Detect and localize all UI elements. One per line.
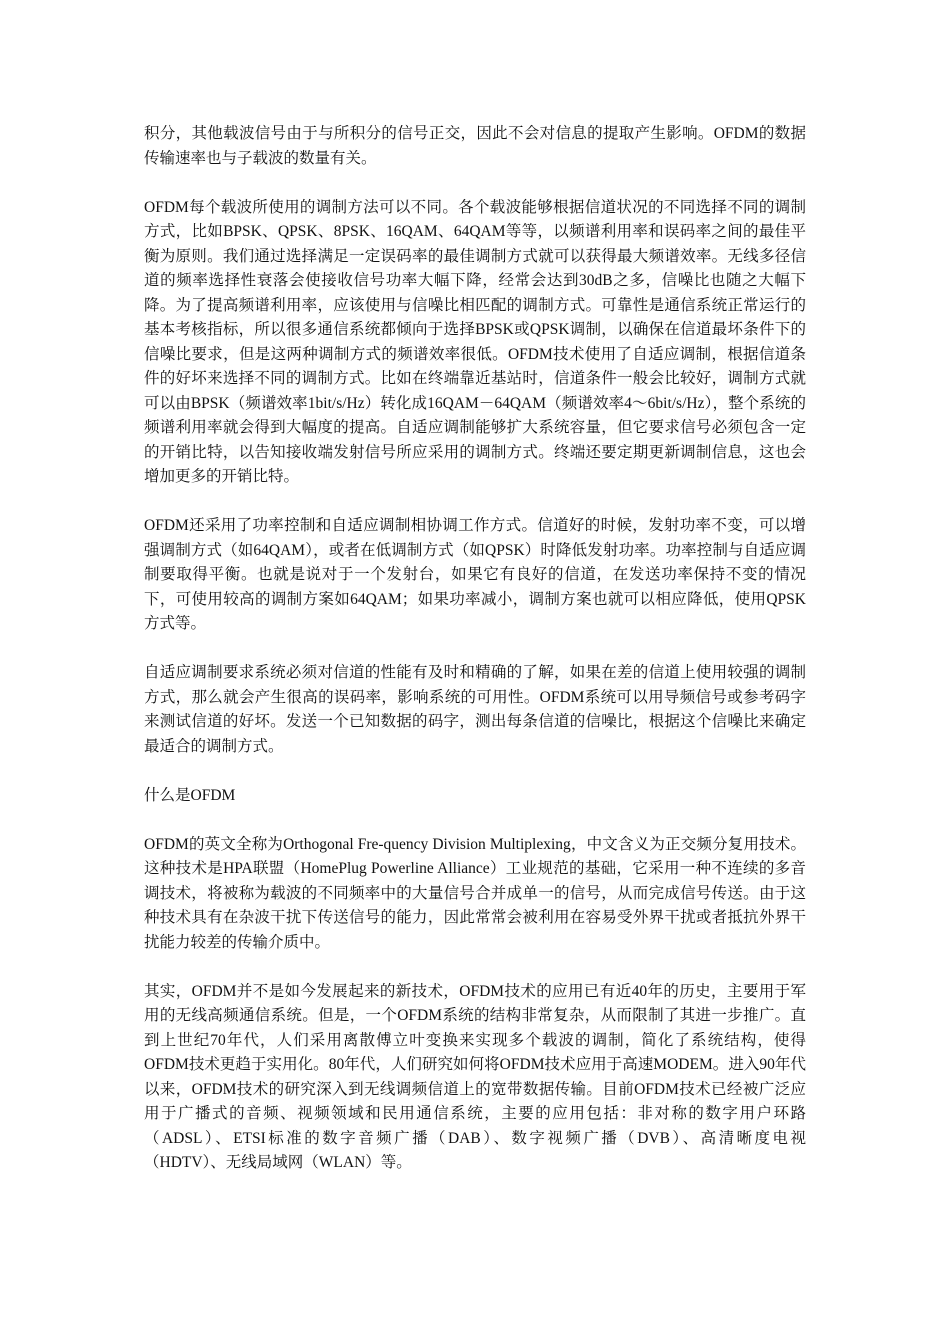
section-heading: 什么是OFDM: [144, 786, 236, 804]
document-page: [144, 122, 806, 1200]
paragraph-power-control: OFDM还采用了功率控制和自适应调制相协调工作方式。信道好的时候，发射功率不变，可以增强调制方式（如64QAM），或者在低调制方式（如QPSK）时降低发射功率。功率控制与自适应调制要取得平衡。也就是说对于一个发射台，如果它有良好的信道，在发送功率保持不变的情况下，可使用较高的调制方案如64QAM；如果功率减小，调制方案也就可以相应降低，使用QPSK方式等。: [144, 517, 806, 632]
paragraph-ofdm-definition: OFDM的英文全称为Orthogonal Fre-quency Division Multiplexing，中文含义为正交频分复用技术。这种技术是HPA联盟（HomePlug Powerline Alliance）工业规范的基础，它采用一种不连续的多音调技术，将被称为载波的不同频率中的大量信号合并成单一的信号，从而完成信号传送。由于这种技术具有在杂波干扰下传送信号的能力，因此常常会被利用在容易受外界干扰或者抵抗外界干扰能力较差的传输介质中。: [144, 835, 806, 951]
paragraph-ofdm-history: 其实，OFDM并不是如今发展起来的新技术，OFDM技术的应用已有近40年的历史，主要用于军用的无线高频通信系统。但是，一个OFDM系统的结构非常复杂，从而限制了其进一步推广。直到上世纪70年代，人们采用离散傅立叶变换来实现多个载波的调制，简化了系统结构，使得OFDM技术更趋于实用化。80年代，人们研究如何将OFDM技术应用于高速MODEM。进入90年代以来，OFDM技术的研究深入到无线调频信道上的宽带数据传输。目前OFDM技术已经被广泛应用于广播式的音频、视频领域和民用通信系统，主要的应用包括：非对称的数字用户环路（ADSL）、ETSI标准的数字音频广播（DAB）、数字视频广播（DVB）、高清晰度电视（HDTV）、无线局域网（WLAN）等。: [144, 982, 806, 1171]
paragraph-ofdm-integration: 积分，其他载波信号由于与所积分的信号正交，因此不会对信息的提取产生影响。OFDM的数据传输速率也与子载波的数量有关。: [144, 125, 806, 167]
paragraph-adaptive-modulation: OFDM每个载波所使用的调制方法可以不同。各个载波能够根据信道状况的不同选择不同的调制方式，比如BPSK、QPSK、8PSK、16QAM、64QAM等等，以频谱利用率和误码率之间的最佳平衡为原则。我们通过选择满足一定误码率的最佳调制方式就可以获得最大频谱效率。无线多径信道的频率选择性衰落会使接收信号功率大幅下降，经常会达到30dB之多，信噪比也随之大幅下降。为了提高频谱利用率，应该使用与信噪比相匹配的调制方式。可靠性是通信系统正常运行的基本考核指标，所以很多通信系统都倾向于选择BPSK或QPSK调制，以确保在信道最坏条件下的信噪比要求，但是这两种调制方式的频谱效率很低。OFDM技术使用了自适应调制，根据信道条件的好坏来选择不同的调制方式。比如在终端靠近基站时，信道条件一般会比较好，调制方式就可以由BPSK（频谱效率1bit/s/Hz）转化成16QAM－64QAM（频谱效率4～6bit/s/Hz），整个系统的频谱利用率就会得到大幅度的提高。自适应调制能够扩大系统容量，但它要求信号必须包含一定的开销比特，以告知接收端发射信号所应采用的调制方式。终端还要定期更新调制信息，这也会增加更多的开销比特。: [144, 198, 806, 485]
paragraph-channel-estimation: 自适应调制要求系统必须对信道的性能有及时和精确的了解，如果在差的信道上使用较强的调制方式，那么就会产生很高的误码率，影响系统的可用性。OFDM系统可以用导频信号或参考码字来测试信道的好坏。发送一个已知数据的码字，测出每条信道的信噪比，根据这个信噪比来确定最适合的调制方式。: [144, 664, 806, 755]
